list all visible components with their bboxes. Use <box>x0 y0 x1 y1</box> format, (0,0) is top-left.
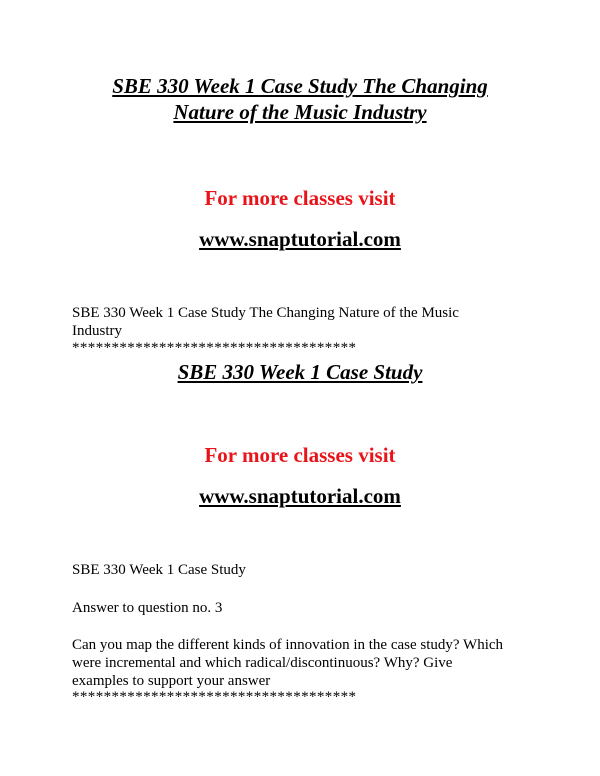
section-title: SBE 330 Week 1 Case Study <box>177 360 423 384</box>
description-line-1: SBE 330 Week 1 Case Study The Changing Nature of the Music <box>72 305 459 321</box>
question-line-3: examples to support your answer <box>72 673 271 689</box>
document-title <box>60 73 540 125</box>
question-paragraph <box>72 636 542 690</box>
title-line-2: Nature of the Music Industry <box>173 100 427 124</box>
description-line-2: Industry <box>72 323 122 339</box>
description-paragraph <box>72 304 542 340</box>
promo-text-2: For more classes visit <box>204 443 396 467</box>
question-line-2: were incremental and which radical/discontinuous? Why? Give <box>72 655 453 671</box>
section-label: SBE 330 Week 1 Case Study <box>72 562 246 578</box>
separator-line: ************************************ <box>72 340 357 356</box>
title-line-1: SBE 330 Week 1 Case Study The Changing <box>112 74 488 98</box>
question-line-1: Can you map the different kinds of innovation in the case study? Which <box>72 637 504 653</box>
promo-link-2[interactable]: www.snaptutorial.com <box>199 484 401 508</box>
promo-text: For more classes visit <box>204 186 396 210</box>
promo-link[interactable]: www.snaptutorial.com <box>199 227 401 251</box>
separator-line-2: ************************************ <box>72 689 357 705</box>
answer-label: Answer to question no. 3 <box>72 600 223 616</box>
